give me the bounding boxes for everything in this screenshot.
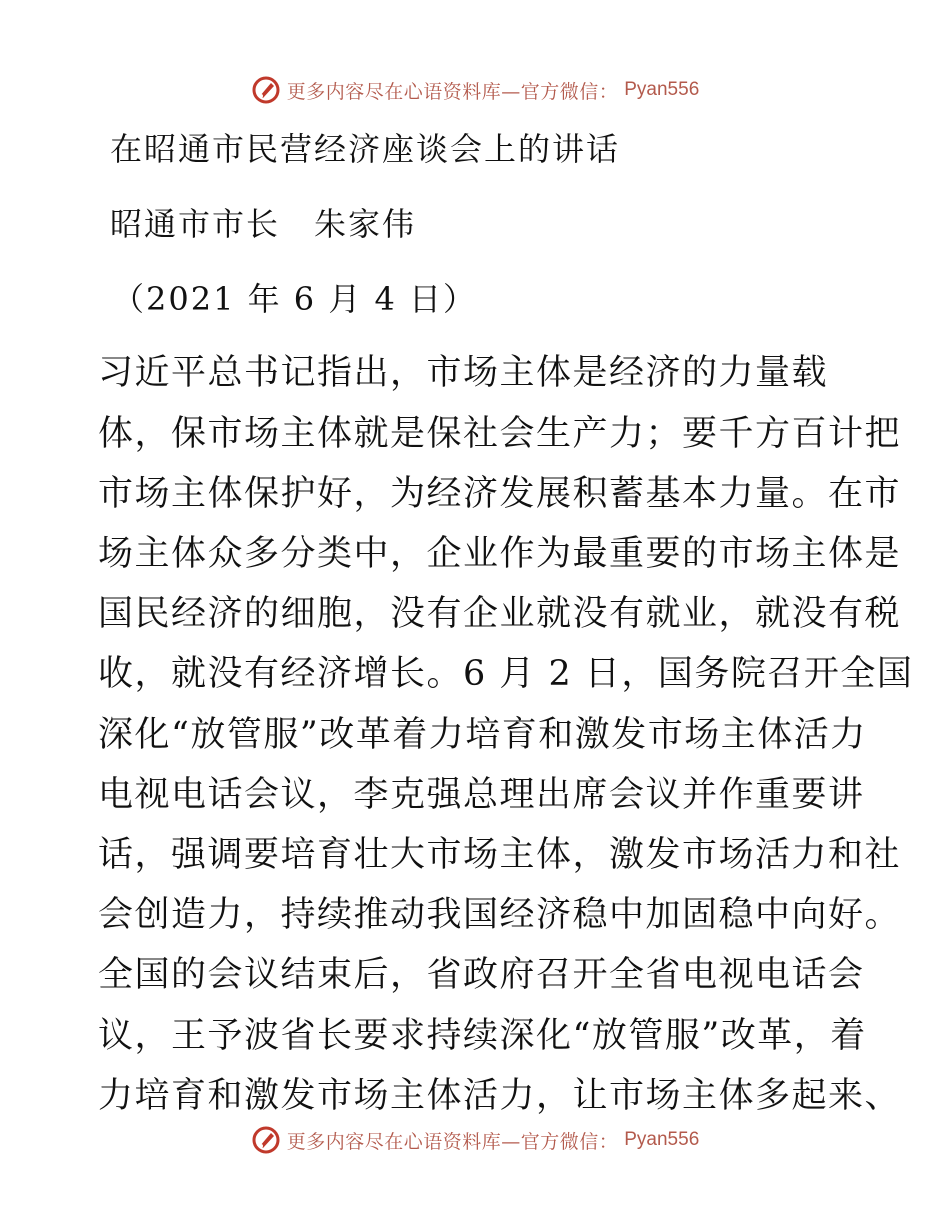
body-line: 全国的会议结束后，省政府召开全省电视电话会	[98, 955, 865, 995]
body-line: 习近平总书记指出，市场主体是经济的力量载	[98, 353, 829, 393]
body-line: 场主体众多分类中，企业作为最重要的市场主体是	[98, 534, 902, 574]
body-line: 深化“放管服”改革着力培育和激发市场主体活力	[98, 715, 867, 755]
body-line: 体，保市场主体就是保社会生产力；要千方百计把	[98, 414, 902, 454]
body-line: 国民经济的细胞，没有企业就没有就业，就没有税	[98, 594, 902, 634]
footer-watermark	[0, 1120, 950, 1160]
watermark-wechat-id: Pyan556	[624, 79, 700, 100]
body-line: 收，就没有经济增长。6 月 2 日，国务院召开全国	[98, 654, 914, 694]
header-watermark	[0, 70, 950, 110]
watermark-wechat-id: Pyan556	[624, 1129, 700, 1150]
watermark-text: 更多内容尽在心语资料库—官方微信：	[286, 1130, 619, 1153]
body-line: 电视电话会议，李克强总理出席会议并作重要讲	[98, 775, 865, 815]
body-line: 会创造力，持续推动我国经济稳中加固稳中向好。	[98, 895, 902, 935]
pen-logo-icon	[251, 75, 281, 105]
pen-logo-icon	[251, 1125, 281, 1155]
body-line: 力培育和激发市场主体活力，让市场主体多起来、	[98, 1076, 902, 1116]
date-line: （2021 年 6 月 4 日）	[112, 280, 478, 318]
speaker-line: 昭通市市长 朱家伟	[110, 205, 417, 243]
watermark-text: 更多内容尽在心语资料库—官方微信：	[286, 80, 619, 103]
body-line: 市场主体保护好，为经济发展积蓄基本力量。在市	[98, 474, 902, 514]
body-line: 话，强调要培育壮大市场主体，激发市场活力和社	[98, 835, 902, 875]
document-title: 在昭通市民营经济座谈会上的讲话	[110, 130, 621, 168]
body-line: 议，王予波省长要求持续深化“放管服”改革，着	[98, 1016, 867, 1056]
